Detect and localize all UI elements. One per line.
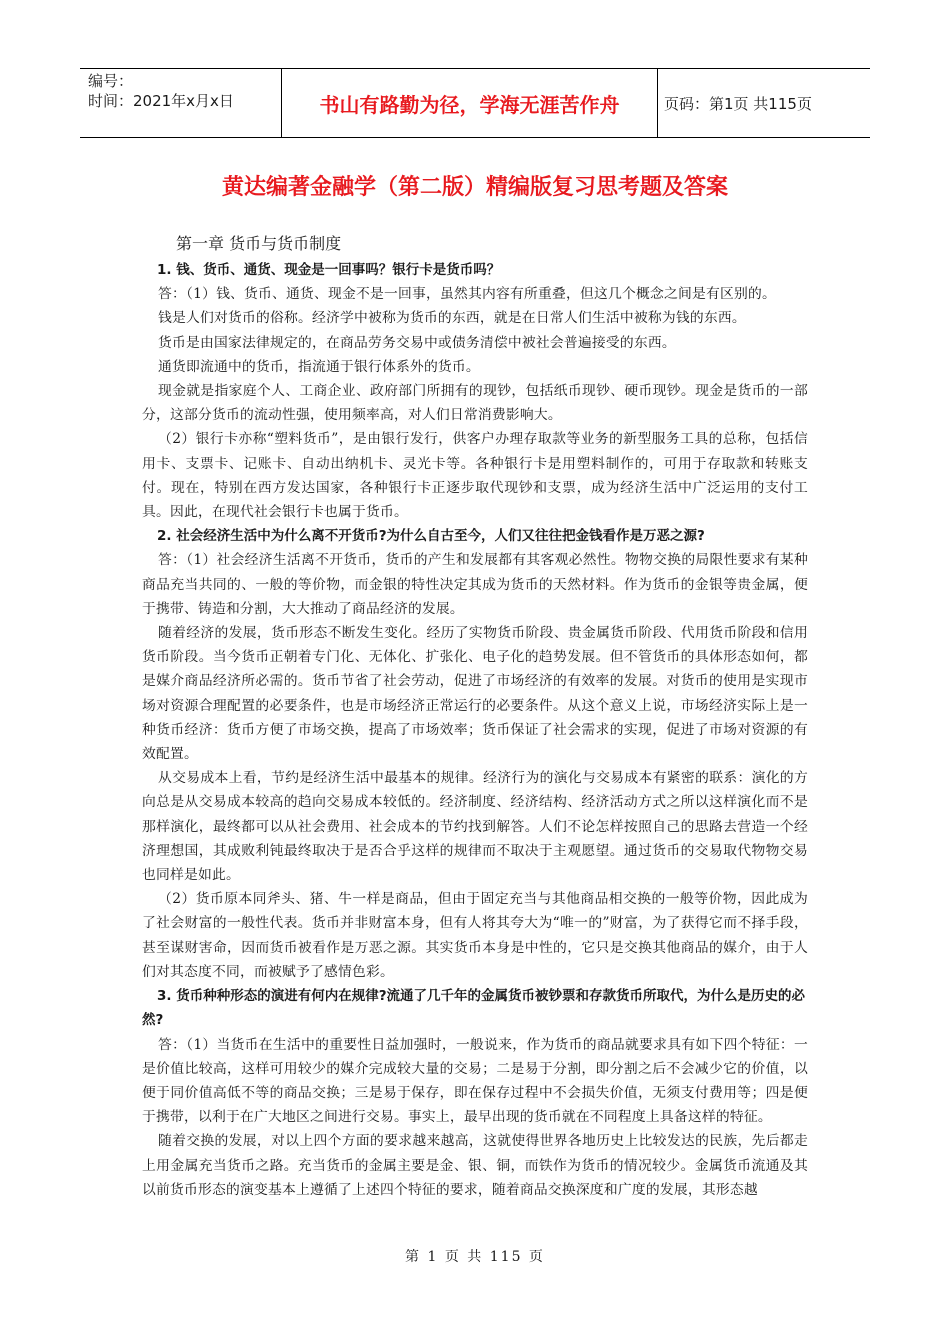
question-heading: 1. 钱、货币、通货、现金是一回事吗？银行卡是货币吗？ — [157, 262, 501, 278]
answer-paragraph: （2）货币原本同斧头、猪、牛一样是商品，但由于固定充当与其他商品相交换的一般等价物，因此成为了社会财富的一般性代表。货币并非财富本身，但有人将其夸大为“唯一的”财富，为了获得它而不择手段，甚至谋财害命，因而货币被看作是万恶之源。其实货币本身是中性的，它只是交换其他商品的媒介，由于人们对其态度不同，而被赋予了感情色彩。 — [142, 891, 808, 980]
document-title: 黄达编著金融学（第二版）精编版复习思考题及答案 — [221, 175, 728, 200]
header-table — [80, 68, 870, 138]
question-heading: 3. 货币种种形态的演进有何内在规律?流通了几千年的金属货币被钞票和存款货币所取代，为什么是历史的必然? — [142, 988, 806, 1029]
answer-paragraph: （2）银行卡亦称“塑料货币”，是由银行发行，供客户办理存取款等业务的新型服务工具的总称，包括信用卡、支票卡、记账卡、自动出纳机卡、灵光卡等。各种银行卡是用塑料制作的，可用于存取款和转账支付。现在，特别在西方发达国家，各种银行卡正逐步取代现钞和支票，成为经济生活中广泛运用的支付工具。因此，在现代社会银行卡也属于货币。 — [142, 431, 808, 521]
answer-paragraph: 现金就是指家庭个人、工商企业、政府部门所拥有的现钞，包括纸币现钞、硬币现钞。现金是货币的一部分，这部分货币的流动性强，使用频率高，对人们日常消费影响大。 — [142, 383, 808, 424]
answer-paragraph: 答：（1）钱、货币、通货、现金不是一回事，虽然其内容有所重叠，但这几个概念之间是有区别的。 — [158, 286, 776, 303]
answer-paragraph: 通货即流通中的货币，指流通于银行体系外的货币。 — [158, 358, 480, 375]
answer-paragraph: 钱是人们对货币的俗称。经济学中被称为货币的东西，就是在日常人们生活中被称为钱的东西。 — [158, 310, 746, 327]
answer-paragraph: 随着交换的发展，对以上四个方面的要求越来越高，这就使得世界各地历史上比较发达的民族，先后都走上用金属充当货币之路。充当货币的金属主要是金、银、铜，而铁作为货币的情况较少。金属货币流通及其以前货币形态的演变基本上遵循了上述四个特征的要求，随着商品交换深度和广度的发展，其形态越 — [142, 1133, 808, 1198]
page-footer: 第 1 页 共 115 页 — [405, 1249, 545, 1265]
document-body — [142, 232, 808, 1202]
answer-paragraph: 随着经济的发展，货币形态不断发生变化。经历了实物货币阶段、贵金属货币阶段、代用货币阶段和信用货币阶段。当今货币正朝着专门化、无体化、扩张化、电子化的趋势发展。但不管货币的具体形态如何，都是媒介商品经济所必需的。货币节省了社会劳动，促进了市场经济的有效率的发展。对货币的使用是实现市场对资源合理配置的必要条件，也是市场经济正常运行的必要条件。从这个意义上说，市场经济实际上是一种货币经济：货币方便了市场交换，提高了市场效率；货币保证了社会需求的实现，促进了市场对资源的有效配置。 — [142, 625, 808, 763]
question-heading: 2. 社会经济生活中为什么离不开货币?为什么自古至今，人们又往往把金钱看作是万恶之源? — [157, 528, 705, 545]
header-page-info: 页码：第1页 共115页 — [664, 94, 812, 113]
question-answer-list — [142, 258, 808, 1202]
header-motto: 书山有路勤为径，学海无涯苦作舟 — [282, 69, 658, 137]
answer-paragraph: 从交易成本上看，节约是经济生活中最基本的规律。经济行为的演化与交易成本有紧密的联系：演化的方向总是从交易成本较高的趋向交易成本较低的。经济制度、经济结构、经济活动方式之所以这样演化而不是那样演化，最终都可以从社会费用、社会成本的节约找到解答。人们不论怎样按照自己的思路去营造一个经济理想国，其成败利钝最终取决于是否合乎这样的规律而不取决于主观愿望。通过货币的交易取代物物交易也同样是如此。 — [142, 770, 808, 884]
answer-paragraph: 答：（1）当货币在生活中的重要性日益加强时，一般说来，作为货币的商品就要求具有如下四个特征：一是价值比较高，这样可用较少的媒介完成较大量的交易；二是易于分割，即分割之后不会减少它的价值，以便于同价值高低不等的商品交换；三是易于保存，即在保存过程中不会损失价值，无须支付费用等；四是便于携带，以利于在广大地区之间进行交易。事实上，最早出现的货币就在不同程度上具备这样的特征。 — [142, 1036, 808, 1126]
chapter-heading: 第一章 货币与货币制度 — [176, 234, 342, 253]
document-number-label: 编号： — [88, 72, 134, 90]
answer-paragraph: 货币是由国家法律规定的，在商品劳务交易中或债务清偿中被社会普遍接受的东西。 — [158, 334, 676, 351]
document-date-label: 时间：2021年x月x日 — [88, 92, 234, 110]
answer-paragraph: 答：（1）社会经济生活离不开货币，货币的产生和发展都有其客观必然性。物物交换的局限性要求有某种商品充当共同的、一般的等价物，而金银的特性决定其成为货币的天然材料。作为货币的金银等贵金属，便于携带、铸造和分割，大大推动了商品经济的发展。 — [142, 552, 808, 617]
header-meta-cell — [80, 69, 282, 137]
